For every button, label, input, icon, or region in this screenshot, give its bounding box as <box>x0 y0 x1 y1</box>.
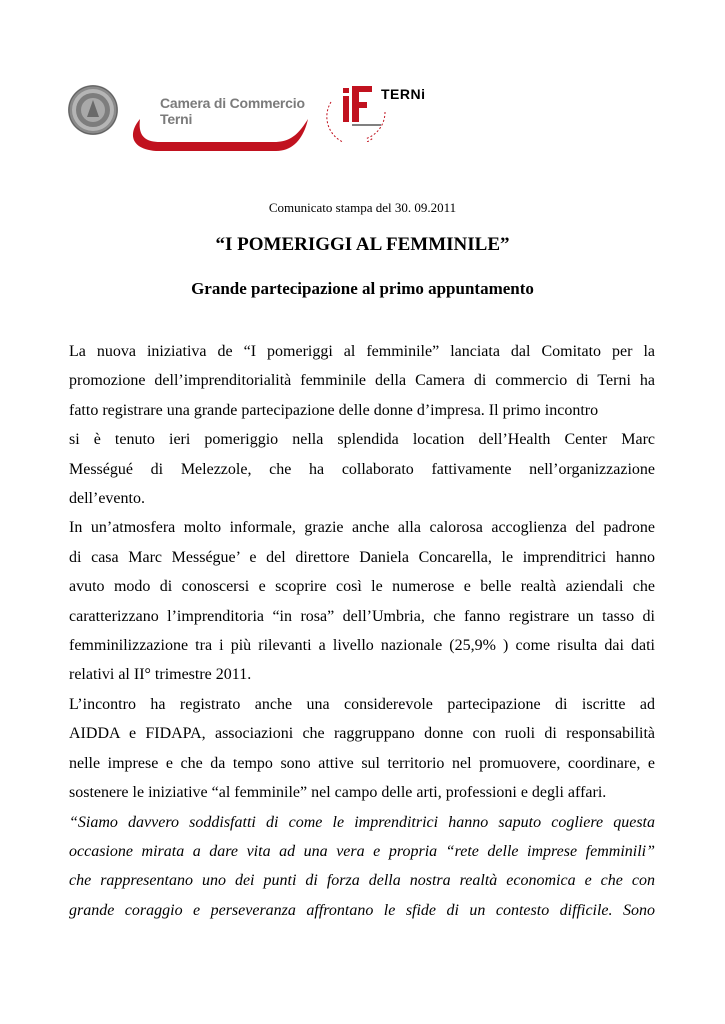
body-line: femminilizzazione tra i più rilevanti a livello nazionale (25,9% ) come risulta dai dati <box>69 637 655 655</box>
body-line: dell’evento. <box>69 490 145 508</box>
press-release-body <box>69 337 655 925</box>
dateline: Comunicato stampa del 30. 09.2011 <box>268 200 457 215</box>
red-swoosh-icon <box>126 115 311 157</box>
chamber-seal-icon <box>67 84 119 136</box>
subtitle: Grande partecipazione al primo appuntamento <box>191 279 534 298</box>
body-line: In un’atmosfera molto informale, grazie anche alla calorosa accoglienza del padrone <box>69 519 655 537</box>
body-line: sostenere le iniziative “al femminile” nel campo delle arti, professioni e degli affari. <box>69 784 607 802</box>
body-line: Mességué di Melezzole, che ha collaborato fattivamente nell’organizzazione <box>69 460 655 478</box>
body-line: fatto registrare una grande partecipazione delle donne d’impresa. Il primo incontro <box>69 401 599 419</box>
letterhead <box>0 0 725 170</box>
quote-line: grande coraggio e perseveranza affrontano le sfide di un contesto difficile. Sono <box>69 901 655 919</box>
quote-line: occasione mirata a dare vita ad una vera e propria “rete delle imprese femminili” <box>69 842 655 860</box>
body-line: di casa Marc Mességue’ e del direttore Daniela Concarella, le imprenditrici hanno <box>69 548 655 566</box>
page-title: “I POMERIGGI AL FEMMINILE” <box>215 234 510 255</box>
body-line: avuto modo di conoscersi e scoprire così le numerose e belle realtà aziendali che <box>69 578 655 596</box>
body-line: La nuova iniziativa de “I pomeriggi al femminile” lanciata dal Comitato per la <box>69 343 655 360</box>
quote-line: “Siamo davvero soddisfatti di come le imprenditrici hanno saputo cogliere questa <box>69 813 655 831</box>
body-line: si è tenuto ieri pomeriggio nella splendida location dell’Health Center Marc <box>69 431 655 449</box>
body-line: AIDDA e FIDAPA, associazioni che raggruppano donne con ruoli di responsabilità <box>69 725 655 743</box>
if-logo-city: TERNi <box>381 86 426 102</box>
body-line: promozione dell’imprenditorialità femminile della Camera di commercio di Terni ha <box>69 372 655 390</box>
body-line: relativi al II° trimestre 2011. <box>69 666 252 684</box>
chamber-name-line2: Terni <box>160 111 193 127</box>
quote-line: che rappresentano uno dei punti di forza della nostra realtà economica e che con <box>69 872 655 890</box>
body-line: L’incontro ha registrato anche una considerevole partecipazione di iscritte ad <box>69 695 655 713</box>
body-line: nelle imprese e che da tempo sono attive sul territorio nel promuovere, coordinare, e <box>69 754 655 772</box>
chamber-name-line1: Camera di Commercio <box>160 95 305 111</box>
body-line: caratterizzano l’imprenditoria “in rosa” dell’Umbria, che fanno registrare un tasso di <box>69 607 655 625</box>
